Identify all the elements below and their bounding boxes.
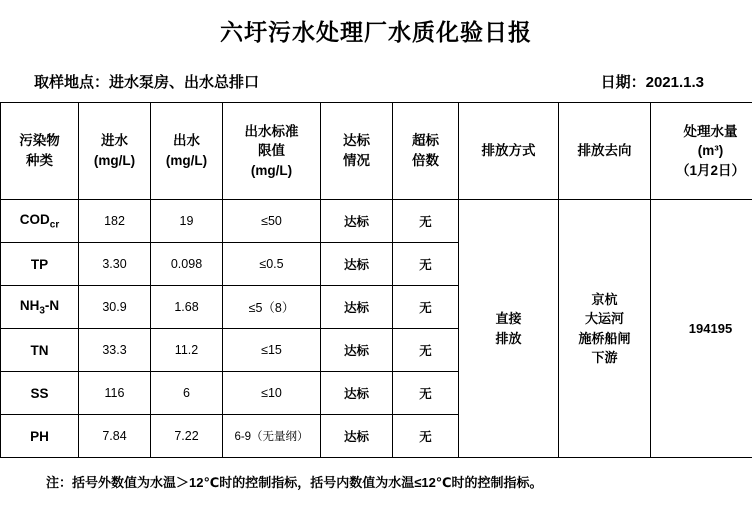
header-treated-volume-line1: 处理水量 xyxy=(683,123,738,139)
header-exceed-line1: 超标 xyxy=(412,133,439,149)
cell-compliance-tp: 达标 xyxy=(321,243,393,286)
header-influent-line2: (mg/L) xyxy=(93,153,136,168)
row-label-nh3n-sub: 3 xyxy=(39,305,45,317)
row-label-codcr-main: COD xyxy=(19,211,50,227)
cell-effluent-tn: 11.2 xyxy=(151,329,223,372)
table-header-row xyxy=(1,103,752,200)
cell-influent-tp: 3.30 xyxy=(79,243,151,286)
row-label-tn: TN xyxy=(1,329,79,372)
meta-row xyxy=(0,49,752,102)
row-label-nh3n-tail: -N xyxy=(44,297,60,313)
row-label-nh3n-main: NH xyxy=(19,297,40,313)
header-pollutant-line2: 种类 xyxy=(26,153,53,168)
header-compliance xyxy=(321,103,393,200)
cell-exceed-tp: 无 xyxy=(393,243,459,286)
row-label-ss: SS xyxy=(1,372,79,415)
cell-exceed-tn: 无 xyxy=(393,329,459,372)
cell-effluent-codcr: 19 xyxy=(151,200,223,243)
cell-compliance-tn: 达标 xyxy=(321,329,393,372)
cell-standard-ss: ≤10 xyxy=(223,372,321,415)
header-treated-volume-line2: (m³) xyxy=(697,143,724,159)
header-treated-volume-line3: （1月2日） xyxy=(675,162,746,178)
table-footnote: 注：括号外数值为水温＞12℃时的控制指标，括号内数值为水温≤12℃时的控制指标。 xyxy=(46,475,543,490)
cell-effluent-ph: 7.22 xyxy=(151,415,223,458)
cell-compliance-ph: 达标 xyxy=(321,415,393,458)
cell-effluent-tp: 0.098 xyxy=(151,243,223,286)
header-pollutant xyxy=(1,103,79,200)
cell-influent-nh3n: 30.9 xyxy=(79,286,151,329)
cell-exceed-nh3n: 无 xyxy=(393,286,459,329)
cell-compliance-codcr: 达标 xyxy=(321,200,393,243)
cell-effluent-ss: 6 xyxy=(151,372,223,415)
destination-line1: 京杭 xyxy=(591,291,618,307)
cell-treated-volume: 194195 xyxy=(651,200,752,458)
header-standard-line1: 出水标准 xyxy=(244,123,299,139)
cell-influent-tn: 33.3 xyxy=(79,329,151,372)
cell-standard-codcr: ≤50 xyxy=(223,200,321,243)
row-label-codcr-sub: cr xyxy=(49,219,60,231)
row-label-tp: TP xyxy=(1,243,79,286)
cell-compliance-ss: 达标 xyxy=(321,372,393,415)
cell-discharge-mode xyxy=(459,200,559,458)
cell-exceed-ph: 无 xyxy=(393,415,459,458)
header-standard-line3: (mg/L) xyxy=(250,162,293,178)
header-effluent xyxy=(151,103,223,200)
cell-exceed-ss: 无 xyxy=(393,372,459,415)
header-exceed-line2: 倍数 xyxy=(412,153,439,168)
header-compliance-line2: 情况 xyxy=(343,153,370,168)
cell-influent-ss: 116 xyxy=(79,372,151,415)
destination-line4: 下游 xyxy=(591,350,618,365)
header-influent xyxy=(79,103,151,200)
cell-standard-nh3n: ≤5（8） xyxy=(223,286,321,329)
cell-compliance-nh3n: 达标 xyxy=(321,286,393,329)
cell-influent-codcr: 182 xyxy=(79,200,151,243)
destination-line2: 大运河 xyxy=(584,311,624,326)
cell-effluent-nh3n: 1.68 xyxy=(151,286,223,329)
row-label-codcr xyxy=(1,200,79,243)
report-date: 日期：2021.1.3 xyxy=(600,74,704,91)
cell-influent-ph: 7.84 xyxy=(79,415,151,458)
row-label-nh3n xyxy=(1,286,79,329)
table-row xyxy=(1,200,752,243)
row-label-ph: PH xyxy=(1,415,79,458)
cell-discharge-destination xyxy=(559,200,651,458)
sampling-location: 取样地点：进水泵房、出水总排口 xyxy=(34,74,260,91)
discharge-mode-line1: 直接 xyxy=(495,311,522,326)
cell-standard-tn: ≤15 xyxy=(223,329,321,372)
header-pollutant-line1: 污染物 xyxy=(19,133,60,149)
water-quality-table xyxy=(0,102,752,458)
cell-exceed-codcr: 无 xyxy=(393,200,459,243)
cell-standard-ph: 6-9（无量纲） xyxy=(223,415,321,458)
page-title: 六圩污水处理厂水质化验日报 xyxy=(220,19,532,45)
header-effluent-line1: 出水 xyxy=(173,133,200,149)
cell-standard-tp: ≤0.5 xyxy=(223,243,321,286)
header-effluent-line2: (mg/L) xyxy=(165,153,208,168)
header-discharge-destination: 排放去向 xyxy=(559,103,651,200)
header-compliance-line1: 达标 xyxy=(343,133,370,149)
header-standard-limit xyxy=(223,103,321,200)
destination-line3: 施桥船闸 xyxy=(578,330,631,346)
header-discharge-mode: 排放方式 xyxy=(459,103,559,200)
header-exceed xyxy=(393,103,459,200)
header-standard-line2: 限值 xyxy=(258,143,285,159)
header-influent-line1: 进水 xyxy=(101,133,128,149)
discharge-mode-line2: 排放 xyxy=(495,330,522,346)
header-treated-volume xyxy=(651,103,752,200)
